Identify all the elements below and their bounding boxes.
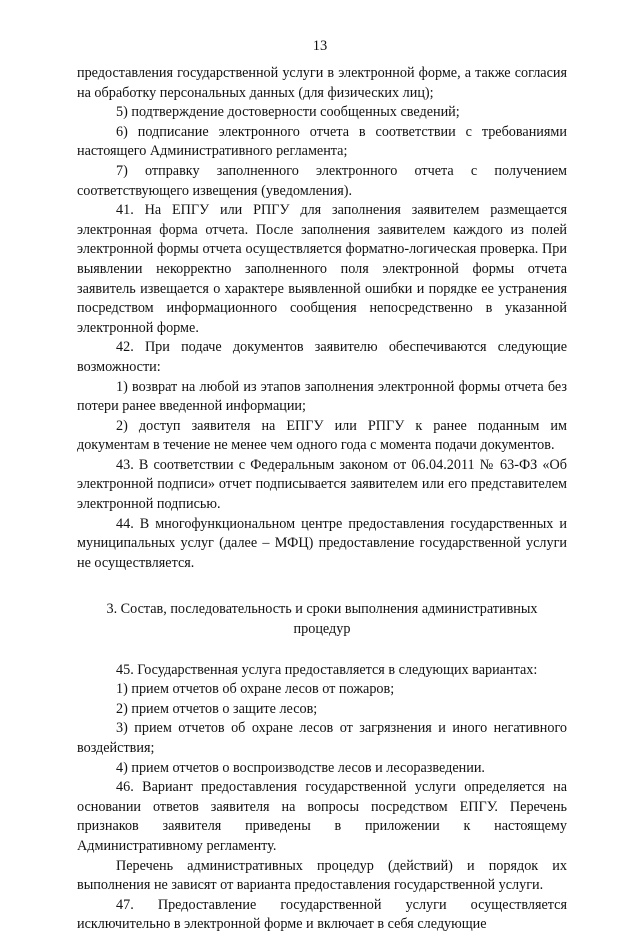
clause-41: 41. На ЕПГУ или РПГУ для заполнения заявителем размещается электронная форма отчета. После заполнения заявителем каждого из полей электронной формы отчета осуществляется форматно-логическая проверка. При выявлении некорректно заполненного поля электронной формы отчета заявитель извещается о характере выявленной ошибки и порядке ее устранения посредством информационного сообщения непосредственно в указанной электронной форме. xyxy=(77,202,567,336)
list-item-5: 5) подтверждение достоверности сообщенных сведений; xyxy=(116,104,460,121)
list-item-7: 7) отправку заполненного электронного отчета с получением соответствующего извещения (уведомления). xyxy=(77,162,567,199)
clause-42-item-1: 1) возврат на любой из этапов заполнения электронной формы отчета без потери ранее введенной информации; xyxy=(77,378,567,415)
section-heading: 3. Состав, последовательность и сроки выполнения административных процедур xyxy=(106,601,538,638)
clause-44: 44. В многофункциональном центре предоставления государственных и муниципальных услуг (далее – МФЦ) предоставление государственной услуги не осуществляется. xyxy=(77,515,567,571)
clause-43: 43. В соответствии с Федеральным законом от 06.04.2011 № 63-ФЗ «Об электронной подписи» отчет подписывается заявителем или его представителем электронной подписью. xyxy=(77,456,567,513)
clause-45-item-1: 1) прием отчетов об охране лесов от пожаров; xyxy=(116,681,395,698)
clause-42: 42. При подаче документов заявителю обеспечиваются следующие возможности: xyxy=(77,339,567,375)
clause-46-continuation: Перечень административных процедур (действий) и порядок их выполнения не зависят от варианта предоставления государственной услуги. xyxy=(77,857,567,894)
clause-42-item-2: 2) доступ заявителя на ЕПГУ или РПГУ к ранее поданным им документам в течение не менее чем одного года с момента подачи документов. xyxy=(77,417,567,454)
clause-45-item-2: 2) прием отчетов о защите лесов; xyxy=(116,700,318,717)
clause-45: 45. Государственная услуга предоставляется в следующих вариантах: xyxy=(116,661,538,678)
paragraph-continuation: предоставления государственной услуги в электронной форме, а также согласия на обработку персональных данных (для физических лиц); xyxy=(77,65,567,101)
clause-46: 46. Вариант предоставления государственной услуги определяется на основании ответов заявителя на вопросы посредством ЕПГУ. Перечень признаков заявителя приведены в приложении к настоящему Административному регламенту. xyxy=(77,779,567,854)
clause-47: 47. Предоставление государственной услуги осуществляется исключительно в электронной форме и включает в себя следующие xyxy=(77,896,567,933)
clause-45-item-3: 3) прием отчетов об охране лесов от загрязнения и иного негативного воздействия; xyxy=(77,720,567,756)
page-number: 13 xyxy=(312,38,328,54)
clause-45-item-4: 4) прием отчетов о воспроизводстве лесов и лесоразведении. xyxy=(116,759,485,776)
list-item-6: 6) подписание электронного отчета в соответствии с требованиями настоящего Административного регламента; xyxy=(77,123,567,160)
document-body xyxy=(77,64,567,935)
